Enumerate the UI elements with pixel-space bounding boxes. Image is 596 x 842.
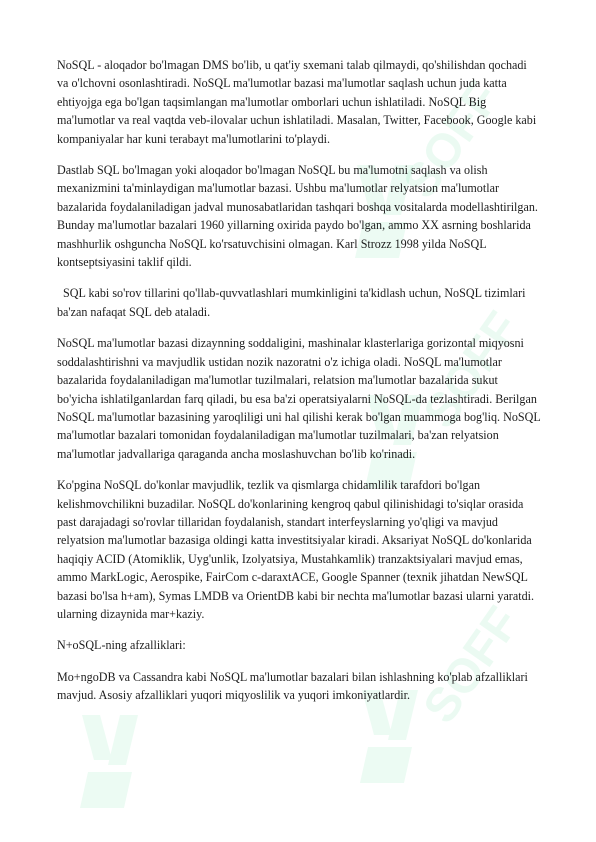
paragraph-5: Ko'pgina NoSQL do'konlar mavjudlik, tezlik va qismlarga chidamlilik tarafdori bo'lgan kelishmovchilikni buzadilar. NoSQL do'konlarining kengroq qabul qilinishidagi to'siqlar orasida past darajadagi so'rovlar tillaridan foydalanish, standart interfeyslarning yo'qligi va mavjud relyatsion ma'lumotlar bazasiga oldingi katta investitsiyalar kiradi. Aksariyat NoSQL do'konlarida haqiqiy ACID (Atomiklik, Uyg'unlik, Izolyatsiya, Mustahkamlik) tranzaktsiyalari mavjud emas, ammo MarkLogic, Aerospike, FairCom c-daraxtACE, Google Spanner (texnik jihatdan NewSQL bazasi bo'lsa h+am), Symas LMDB va OrientDB kabi bir nechta ma'lumotlar bazasi ularni yaratdi. ularning dizaynida mar+kaziy. (57, 478, 534, 621)
watermark-logo-4 (80, 715, 138, 808)
document-body (57, 56, 541, 718)
watermark-text-2: SOFF (413, 302, 531, 438)
watermark-text-3: SOFF (413, 597, 531, 733)
paragraph-4: NoSQL ma'lumotlar bazasi dizaynning soddaligini, mashinalar klasterlariga gorizontal miqyosni soddalashtirishni va mavjudlik ustidan nozik nazoratni o'z ichiga oladi. NoSQL ma'lumotlar bazalarida foydalaniladigan ma'lumotlar tuzilmalari, relatsion ma'lumotlar bazalarida sukut bo'yicha ishlatilganlardan farq qiladi, bu esa ba'zi operatsiyalarni NoSQL-da tezlashtiradi. Berilgan NoSQL ma'lumotlar bazasining yaroqliligi uni hal qilishi kerak bo'lgan muammoga bog'liq. NoSQL ma'lumotlar bazalari tomonidan foydalaniladigan ma'lumotlar tuzilmalari, ba'zan relyatsion ma'lumotlar jadvallariga qaraganda ancha moslashuvchan bo'lib ko'rinadi. (57, 336, 541, 461)
watermark-text-1: SOFF (393, 72, 511, 208)
section-heading-advantages: N+oSQL-ning afzalliklari: (57, 638, 186, 653)
paragraph-7: Mo+ngoDB va Cassandra kabi NoSQL ma'lumotlar bazalari bilan ishlashning ko'plab afzalliklari mavjud. Asosiy afzalliklari yuqori miqyoslilik va yuqori imkoniyatlardir. (57, 669, 528, 703)
paragraph-2: Dastlab SQL bo'lmagan yoki aloqador bo'lmagan NoSQL bu ma'lumotni saqlash va olish mexanizmini ta'minlaydigan ma'lumotlar bazasi. Ushbu ma'lumotlar relyatsion ma'lumotlar bazalarida foydalaniladigan jadval munosabatlaridan tashqari boshqa vositalarda modellashtirilgan. Bunday ma'lumotlar bazalari 1960 yillarning oxirida paydo bo'lgan, ammo XX asrning boshlarida mashhurlik oshguncha NoSQL ko'rsatuvchisini olmagan. Karl Strozz 1998 yilda NoSQL kontseptsiyasini taklif qildi. (57, 163, 538, 270)
paragraph-1: NoSQL - aloqador bo'lmagan DMS bo'lib, u qat'iy sxemani talab qilmaydi, qo'shilishdan qochadi va o'lchovni osonlashtiradi. NoSQL ma'lumotlar bazasi ma'lumotlar saqlash uchun juda katta ehtiyojga ega bo'lgan taqsimlangan ma'lumotlar omborlari uchun ishlatiladi. NoSQL Big ma'lumotlar va real vaqtda veb-ilovalar uchun ishlatiladi. Masalan, Twitter, Facebook, Google kabi kompaniyalar har kuni terabayt ma'lumotlarini to'playdi. (57, 58, 537, 146)
paragraph-3: SQL kabi so'rov tillarini qo'llab-quvvatlashlari mumkinligini ta'kidlash uchun, NoSQL tizimlari ba'zan nafaqat SQL deb ataladi. (57, 286, 526, 319)
